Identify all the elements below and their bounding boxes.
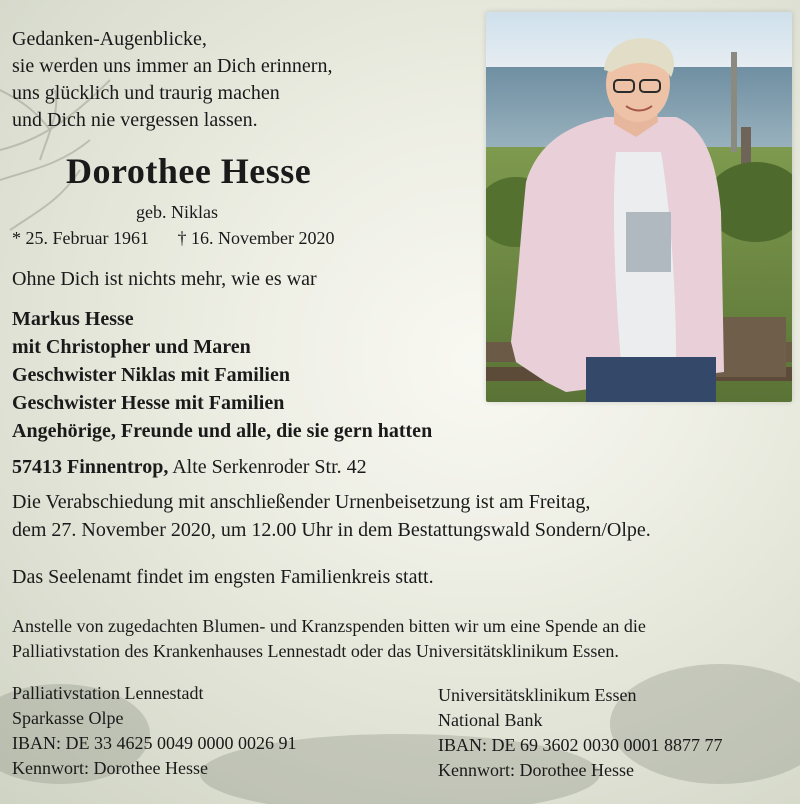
bank-name: Sparkasse Olpe [12, 708, 124, 728]
verse-line: und Dich nie vergessen lassen. [12, 109, 258, 131]
bank-details-essen [438, 683, 723, 783]
donation-line: Palliativstation des Krankenhauses Lennestadt oder das Universitätsklinikum Essen. [12, 641, 619, 661]
verse-line: uns glücklich und traurig machen [12, 82, 280, 104]
bank-iban: IBAN: DE 33 4625 0049 0000 0026 91 [12, 733, 297, 753]
requiem-info: Das Seelenamt findet im engsten Familienkreis statt. [12, 566, 434, 588]
birth-date: * 25. Februar 1961 [12, 228, 149, 248]
mourner-line: Geschwister Niklas mit Familien [12, 364, 290, 386]
life-dates [12, 228, 334, 249]
family-address [12, 456, 367, 479]
verse-line: sie werden uns immer an Dich erinnern, [12, 55, 333, 77]
deceased-name: Dorothee Hesse [66, 151, 312, 191]
mourner-line: mit Christopher und Maren [12, 336, 251, 358]
mourner-line: Markus Hesse [12, 308, 134, 330]
bank-keyword: Kennwort: Dorothee Hesse [438, 760, 634, 780]
service-line: dem 27. November 2020, um 12.00 Uhr in dem Bestattungswald Sondern/Olpe. [12, 519, 651, 541]
death-date: † 16. November 2020 [177, 228, 335, 248]
bank-keyword: Kennwort: Dorothee Hesse [12, 758, 208, 778]
address-street: Alte Serkenroder Str. 42 [172, 456, 367, 478]
mourner-line: Geschwister Hesse mit Familien [12, 392, 285, 414]
address-city: 57413 Finnentrop, [12, 456, 169, 478]
mourners-list [12, 305, 432, 445]
bank-recipient: Universitätsklinikum Essen [438, 685, 637, 705]
donation-request [12, 614, 646, 664]
maiden-name: geb. Niklas [136, 202, 218, 222]
verse-line: Gedanken-Augenblicke, [12, 28, 207, 50]
funeral-service-info [12, 488, 651, 544]
motto: Ohne Dich ist nichts mehr, wie es war [12, 268, 317, 290]
donation-line: Anstelle von zugedachten Blumen- und Kranzspenden bitten wir um eine Spende an die [12, 616, 646, 636]
bank-iban: IBAN: DE 69 3602 0030 0001 8877 77 [438, 735, 723, 755]
portrait-photo [486, 12, 792, 402]
memorial-verse [12, 26, 332, 134]
bank-details-lennestadt [12, 681, 297, 781]
service-line: Die Verabschiedung mit anschließender Urnenbeisetzung ist am Freitag, [12, 491, 591, 513]
bank-recipient: Palliativstation Lennestadt [12, 683, 204, 703]
bank-name: National Bank [438, 710, 543, 730]
mourner-line: Angehörige, Freunde und alle, die sie gern hatten [12, 420, 433, 442]
